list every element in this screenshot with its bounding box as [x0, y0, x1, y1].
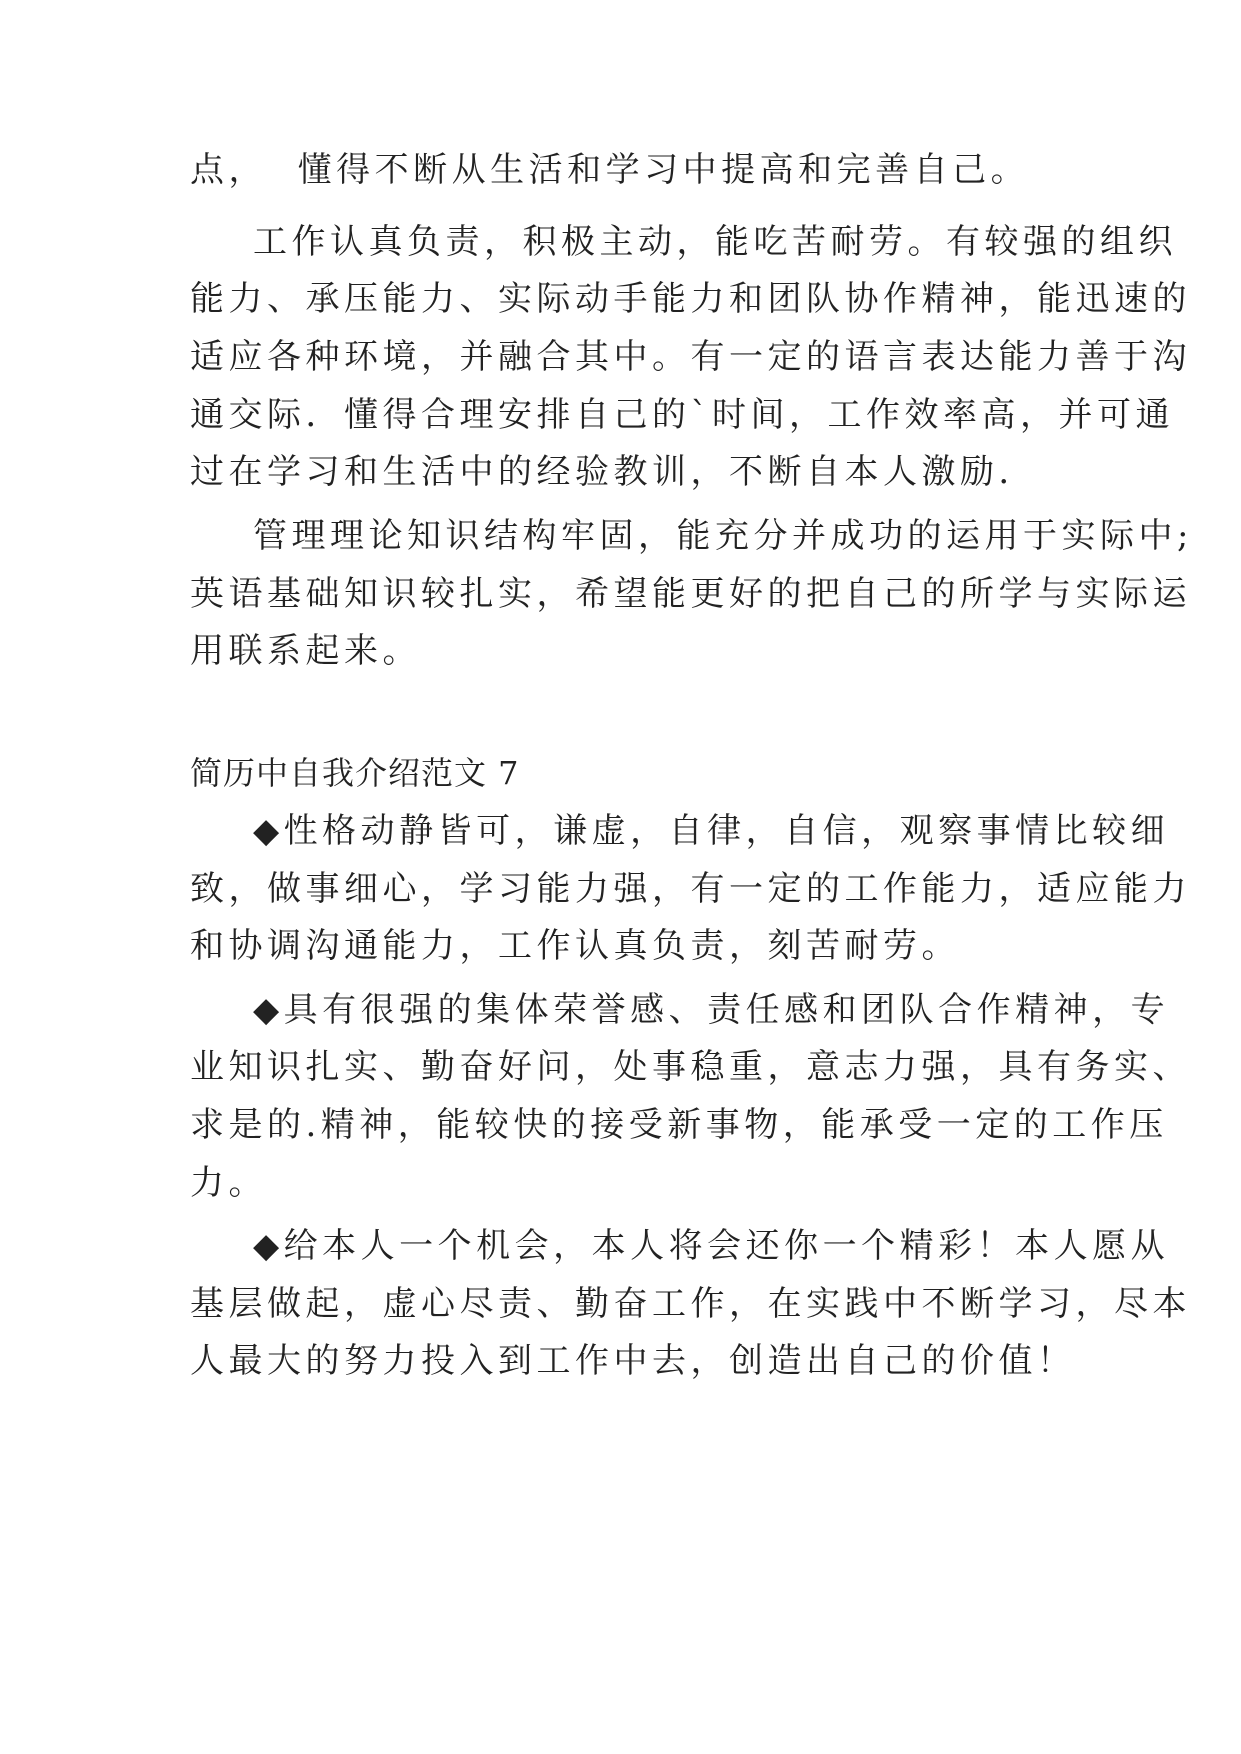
paragraph-line: 能力、承压能力、实际动手能力和团队协作精神，能迅速的 [190, 279, 1191, 319]
section-title: 简历中自我介绍范文 7 [190, 754, 520, 792]
paragraph-line: 工作认真负责，积极主动，能吃苦耐劳。有较强的组织 [253, 222, 1177, 262]
bullet-item-line: 业知识扎实、勤奋好问，处事稳重，意志力强，具有务实、 [190, 1047, 1191, 1087]
bullet-item-line: ◆具有很强的集体荣誉感、责任感和团队合作精神，专 [253, 990, 1170, 1030]
paragraph-line: 用联系起来。 [190, 631, 421, 671]
bullet-item-line: 致，做事细心，学习能力强，有一定的工作能力，适应能力 [190, 869, 1191, 909]
bullet-item-line: 力。 [190, 1163, 267, 1203]
paragraph-line: 通交际．懂得合理安排自己的`时间，工作效率高，并可通 [190, 395, 1174, 435]
bullet-item-line: ◆给本人一个机会，本人将会还你一个精彩！本人愿从 [253, 1226, 1170, 1266]
paragraph-line: 过在学习和生活中的经验教训，不断自本人激励． [190, 452, 1037, 492]
paragraph-line: 英语基础知识较扎实，希望能更好的把自己的所学与实际运 [190, 574, 1191, 614]
paragraph-line: 适应各种环境，并融合其中。有一定的语言表达能力善于沟 [190, 337, 1191, 377]
bullet-item-line: 人最大的努力投入到工作中去，创造出自己的价值！ [190, 1341, 1076, 1381]
bullet-item-line: 和协调沟通能力，工作认真负责，刻苦耐劳。 [190, 926, 960, 966]
bullet-item-line: 求是的.精神，能较快的接受新事物，能承受一定的工作压 [190, 1105, 1168, 1145]
bullet-item-line: 基层做起，虚心尽责、勤奋工作，在实践中不断学习，尽本 [190, 1284, 1191, 1324]
paragraph-line: 管理理论知识结构牢固，能充分并成功的运用于实际中; [253, 516, 1193, 556]
paragraph-continuation-line: 点， 懂得不断从生活和学习中提高和完善自己。 [190, 150, 1030, 190]
bullet-item-line: ◆性格动静皆可，谦虚，自律，自信，观察事情比较细 [253, 811, 1170, 851]
